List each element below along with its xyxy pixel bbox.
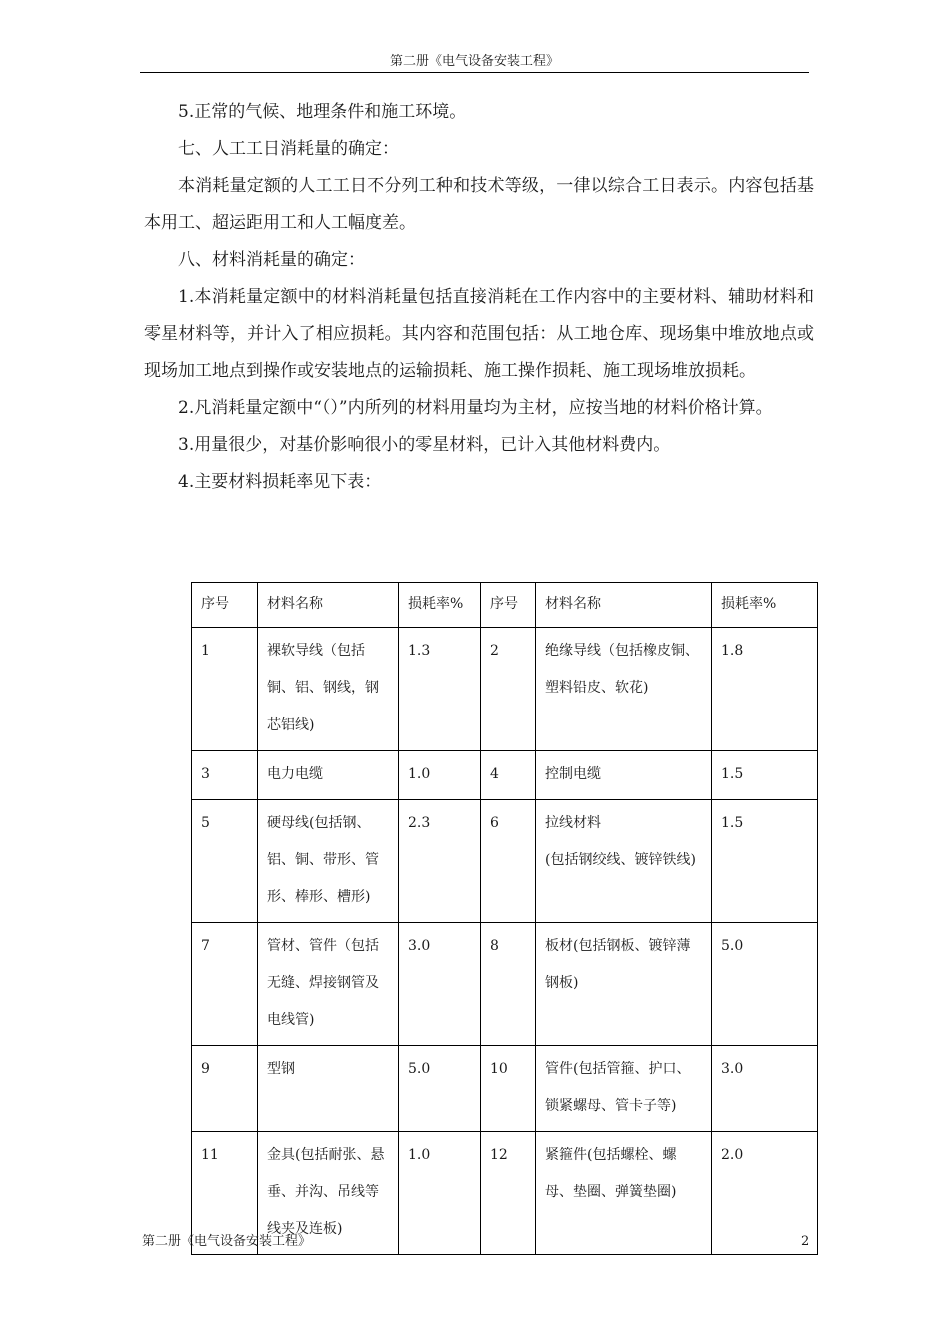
table-cell: 电力电缆 (258, 751, 399, 800)
table-cell: 裸软导线（包括铜、铝、钢线，钢芯铝线) (258, 628, 399, 751)
table-cell: 1 (192, 628, 258, 751)
header-cell: 材料名称 (258, 583, 399, 628)
table-cell: 11 (192, 1132, 258, 1255)
table-cell: 1.8 (712, 628, 818, 751)
table-cell: 3.0 (712, 1046, 818, 1132)
header-cell: 材料名称 (536, 583, 712, 628)
table-cell: 5 (192, 800, 258, 923)
header-cell: 序号 (192, 583, 258, 628)
table-cell: 4 (481, 751, 536, 800)
table-cell: 5.0 (399, 1046, 481, 1132)
paragraph-material-item-3: 3.用量很少，对基价影响很小的零星材料，已计入其他材料费内。 (178, 435, 671, 455)
paragraph-labor-description: 本消耗量定额的人工工日不分列工种和技术等级，一律以综合工日表示。内容包括基本用工、超运距用工和人工幅度差。 (144, 176, 814, 233)
header-rule (140, 72, 809, 73)
table-row (192, 628, 818, 751)
table-cell: 1.5 (712, 751, 818, 800)
table-cell: 1.3 (399, 628, 481, 751)
paragraph-material-item-2: 2.凡消耗量定额中“（）”内所列的材料用量均为主材，应按当地的材料价格计算。 (178, 398, 773, 418)
table-cell: 2 (481, 628, 536, 751)
header-cell: 损耗率% (399, 583, 481, 628)
table-cell: 6 (481, 800, 536, 923)
material-loss-table (191, 582, 818, 1255)
table-cell: 拉线材料 (包括钢绞线、镀锌铁线) (536, 800, 712, 923)
table-cell: 7 (192, 923, 258, 1046)
table-cell: 管件(包括管箍、护口、锁紧螺母、管卡子等) (536, 1046, 712, 1132)
table-cell: 控制电缆 (536, 751, 712, 800)
table-cell: 1.5 (712, 800, 818, 923)
table-cell: 硬母线(包括钢、铝、铜、带形、管形、棒形、槽形) (258, 800, 399, 923)
table-cell: 12 (481, 1132, 536, 1255)
paragraph-climate-conditions: 5.正常的气候、地理条件和施工环境。 (178, 102, 467, 122)
page-number: 2 (801, 1234, 810, 1249)
table-cell: 绝缘导线（包括橡皮铜、塑料铅皮、软花) (536, 628, 712, 751)
table-cell: 管材、管件（包括无缝、焊接钢管及电线管) (258, 923, 399, 1046)
header-cell: 序号 (481, 583, 536, 628)
table-row (192, 923, 818, 1046)
table-cell: 1.0 (399, 751, 481, 800)
table-row (192, 800, 818, 923)
table-cell: 8 (481, 923, 536, 1046)
running-header: 第二册《电气设备安装工程》 (389, 54, 559, 69)
table-cell: 3 (192, 751, 258, 800)
table-cell: 5.0 (712, 923, 818, 1046)
header-cell: 损耗率% (712, 583, 818, 628)
table-cell: 金具(包括耐张、悬垂、并沟、吊线等线夹及连板) (258, 1132, 399, 1255)
heading-material-consumption: 八、材料消耗量的确定： (178, 250, 365, 270)
table-header-row (192, 583, 818, 628)
table-cell: 2.3 (399, 800, 481, 923)
heading-labor-consumption: 七、人工工日消耗量的确定： (178, 139, 399, 159)
paragraph-material-item-4: 4.主要材料损耗率见下表： (178, 472, 382, 492)
table-cell: 1.0 (399, 1132, 481, 1255)
body-text (144, 94, 814, 501)
table-cell: 9 (192, 1046, 258, 1132)
table-cell: 10 (481, 1046, 536, 1132)
table-cell: 2.0 (712, 1132, 818, 1255)
paragraph-material-item-1: 1.本消耗量定额中的材料消耗量包括直接消耗在工作内容中的主要材料、辅助材料和零星材料等，并计入了相应损耗。其内容和范围包括：从工地仓库、现场集中堆放地点或现场加工地点到操作或安装地点的运输损耗、施工操作损耗、施工现场堆放损耗。 (144, 287, 814, 381)
footer-title: 第二册《电气设备安装工程》 (142, 1234, 312, 1249)
table-cell: 3.0 (399, 923, 481, 1046)
table-row (192, 751, 818, 800)
table-cell: 紧箍件(包括螺栓、螺母、垫圈、弹簧垫圈) (536, 1132, 712, 1255)
table-cell: 板材(包括钢板、镀锌薄钢板) (536, 923, 712, 1046)
table-cell: 型钢 (258, 1046, 399, 1132)
table-row (192, 1046, 818, 1132)
